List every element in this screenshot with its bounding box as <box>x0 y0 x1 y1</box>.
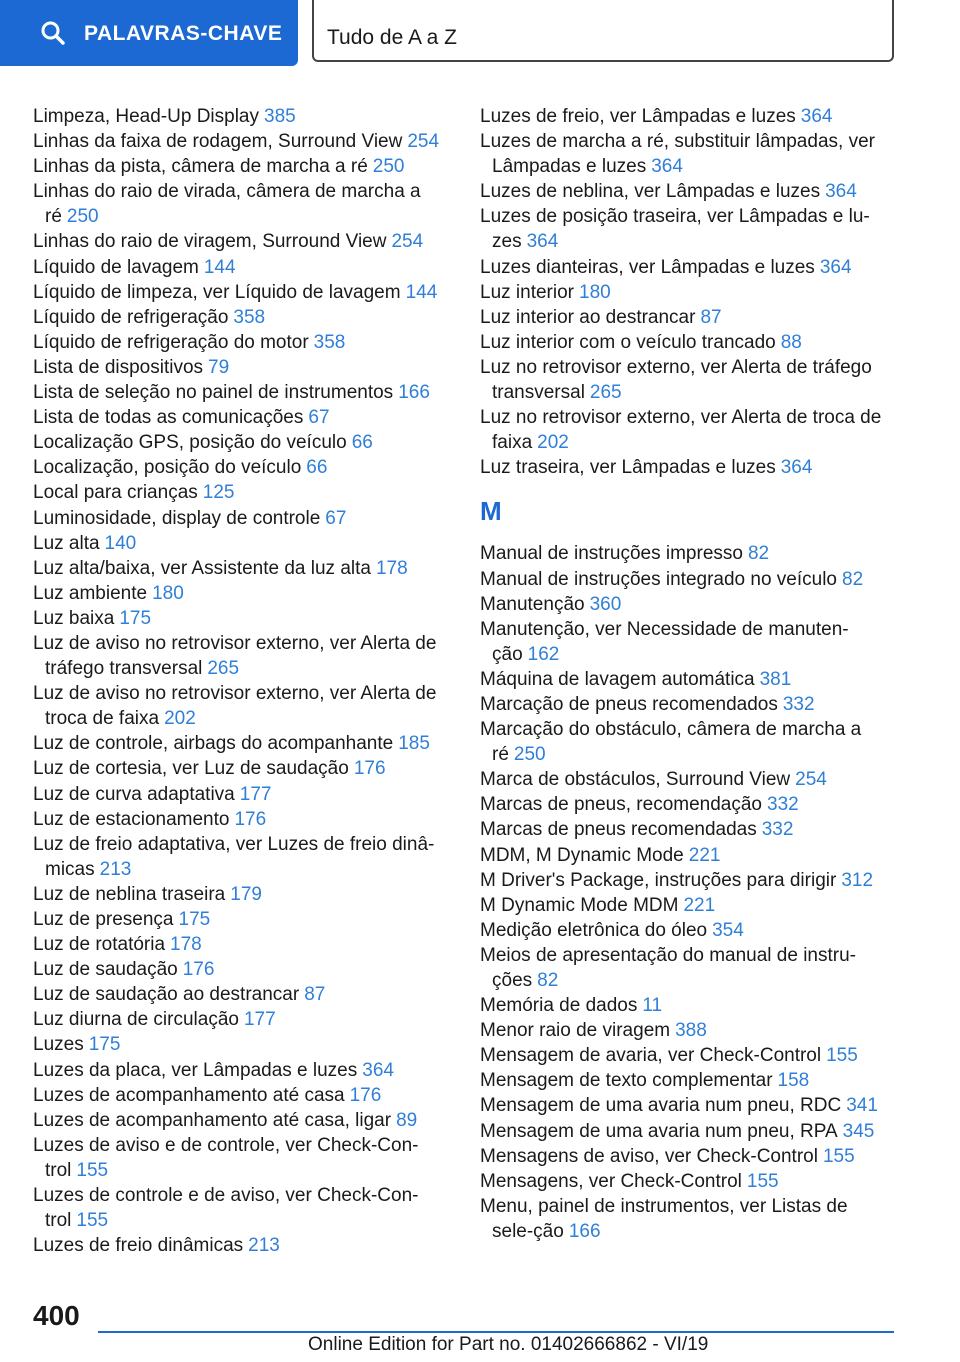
index-entry-page-link[interactable]: 345 <box>842 1120 875 1142</box>
index-entry-page-link[interactable]: 250 <box>513 744 546 766</box>
index-entry-text: Marcação do obstáculo, câmera de marcha a ré <box>480 719 862 766</box>
index-entry-text: Mensagem de uma avaria num pneu, RDC <box>480 1095 842 1117</box>
index-entry <box>33 782 443 807</box>
index-entry-text: Luzes de acompanhamento até casa <box>33 1084 345 1106</box>
index-entry-page-link[interactable]: 265 <box>207 658 240 680</box>
index-entry-text: Luz de controle, airbags do acompanhante <box>33 733 394 755</box>
search-icon <box>40 20 66 46</box>
index-entry <box>480 993 890 1018</box>
index-entry <box>33 1183 443 1233</box>
index-entry <box>33 405 443 430</box>
index-column-right <box>480 104 890 1244</box>
index-entry-text: Luz baixa <box>33 607 115 629</box>
index-entry-text: Luz de curva adaptativa <box>33 783 235 805</box>
index-entry <box>480 667 890 692</box>
index-entry <box>33 179 443 229</box>
footer-divider <box>98 1331 894 1333</box>
index-entry-text: Luzes de aviso e de controle, ver Check-Con-trol <box>33 1134 419 1181</box>
index-entry-text: Luz traseira, ver Lâmpadas e luzes <box>480 457 776 479</box>
index-entry-page-link[interactable]: 250 <box>372 156 405 178</box>
index-entry-page-link[interactable]: 155 <box>76 1159 109 1181</box>
index-entry-page-link[interactable]: 332 <box>767 794 799 816</box>
index-entry <box>33 129 443 154</box>
index-entry-page-link[interactable]: 162 <box>527 643 560 665</box>
index-entry <box>480 1194 890 1244</box>
index-entry-page-link[interactable]: 179 <box>230 883 262 905</box>
index-entry <box>33 255 443 280</box>
index-entry-page-link[interactable]: 180 <box>579 281 611 303</box>
index-entry-page-link[interactable]: 11 <box>642 995 663 1017</box>
index-entry <box>33 531 443 556</box>
index-entry-page-link[interactable]: 364 <box>526 231 559 253</box>
index-entry-page-link[interactable]: 140 <box>104 532 137 554</box>
index-entry-text: Medição eletrônica do óleo <box>480 919 708 941</box>
index-entry-page-link[interactable]: 381 <box>759 668 792 690</box>
index-entry <box>480 204 890 254</box>
index-entry <box>480 1018 890 1043</box>
index-entry <box>33 1007 443 1032</box>
index-entry-page-link[interactable]: 221 <box>683 894 716 916</box>
index-entry-text: Mensagem de texto complementar <box>480 1070 773 1092</box>
index-entry <box>33 606 443 631</box>
index-entry-page-link[interactable]: 202 <box>164 708 196 730</box>
index-entry <box>33 280 443 305</box>
index-entry <box>33 1133 443 1183</box>
index-entry-page-link[interactable]: 155 <box>826 1045 858 1067</box>
page-number: 400 <box>33 1300 80 1331</box>
index-entry-text: Luz alta/baixa, ver Assistente da luz alta <box>33 557 371 579</box>
index-entry-text: Luzes de marcha a ré, substituir lâmpadas, ver Lâmpadas e luzes <box>480 131 875 178</box>
index-entry-text: Luz de neblina traseira <box>33 883 226 905</box>
index-entry <box>33 756 443 781</box>
index-entry <box>480 717 890 767</box>
index-entry-page-link[interactable]: 254 <box>795 769 827 791</box>
index-entry-page-link[interactable]: 155 <box>746 1170 779 1192</box>
index-entry-page-link[interactable]: 213 <box>99 858 132 880</box>
index-entry-page-link[interactable]: 364 <box>825 181 857 203</box>
index-entry <box>480 104 890 129</box>
index-entry-text: Líquido de lavagem <box>33 256 199 278</box>
index-entry <box>480 541 890 566</box>
index-entry <box>480 255 890 280</box>
index-entry-text: Manutenção <box>480 593 585 615</box>
index-entry-text: Luzes <box>33 1034 84 1056</box>
index-entry-page-link[interactable]: 67 <box>308 407 330 429</box>
index-entry-page-link[interactable]: 178 <box>170 934 202 956</box>
index-entry <box>33 1083 443 1108</box>
index-entry-page-link[interactable]: 125 <box>202 482 235 504</box>
index-entry-text: Marcas de pneus, recomendação <box>480 794 762 816</box>
index-entry <box>480 129 890 179</box>
index-entry <box>33 355 443 380</box>
index-entry-page-link[interactable]: 166 <box>398 382 430 404</box>
index-entry-page-link[interactable]: 364 <box>362 1059 394 1081</box>
index-entry-page-link[interactable]: 385 <box>264 106 296 127</box>
index-entry-page-link[interactable]: 82 <box>842 568 864 590</box>
index-entry-text: Luz de cortesia, ver Luz de saudação <box>33 758 349 780</box>
index-entry <box>33 1108 443 1133</box>
index-entry-text: Luz no retrovisor externo, ver Alerta de troca de faixa <box>480 407 882 454</box>
index-entry-page-link[interactable]: 332 <box>761 819 794 841</box>
index-entry-text: Luz ambiente <box>33 582 148 604</box>
index-entry <box>33 957 443 982</box>
index-entry <box>480 868 890 893</box>
index-entry <box>33 882 443 907</box>
index-entry-text: Luz de estacionamento <box>33 808 230 830</box>
index-entry-page-link[interactable]: 254 <box>391 231 424 253</box>
index-entry-page-link[interactable]: 155 <box>822 1145 855 1167</box>
index-entry <box>480 592 890 617</box>
index-entry-text: Luz de freio adaptativa, ver Luzes de freio dinâ-micas <box>33 833 435 880</box>
index-entry-text: Luminosidade, display de controle <box>33 507 321 529</box>
index-entry-text: Luzes de controle e de aviso, ver Check-Con-trol <box>33 1185 419 1232</box>
index-entry <box>480 567 890 592</box>
index-entry-text: Luz diurna de circulação <box>33 1009 239 1031</box>
index-entry-text: Líquido de limpeza, ver Líquido de lavagem <box>33 281 401 303</box>
index-entry <box>480 179 890 204</box>
index-entry-page-link[interactable]: 177 <box>243 1009 276 1031</box>
index-entry-text: Memória de dados <box>480 995 638 1017</box>
index-entry-text: Localização GPS, posição do veículo <box>33 432 347 454</box>
index-entry-text: Líquido de refrigeração do motor <box>33 331 309 353</box>
index-entry-page-link[interactable]: 202 <box>537 432 569 454</box>
index-entry <box>480 792 890 817</box>
index-entry-page-link[interactable]: 358 <box>233 306 266 328</box>
index-entry-text: Linhas do raio de virada, câmera de marcha a ré <box>33 181 421 228</box>
index-entry-text: MDM, M Dynamic Mode <box>480 844 684 866</box>
keywords-tab[interactable] <box>0 0 298 66</box>
a-to-z-tab-label: Tudo de A a Z <box>327 26 457 49</box>
index-entry <box>33 305 443 330</box>
a-to-z-tab[interactable] <box>312 0 894 62</box>
index-entry-page-link[interactable]: 87 <box>700 306 722 328</box>
index-entry-text: Luz de saudação ao destrancar <box>33 984 300 1006</box>
index-entry-page-link[interactable]: 155 <box>76 1210 109 1232</box>
index-entry <box>33 731 443 756</box>
index-entry <box>480 1068 890 1093</box>
index-entry-text: Luzes de neblina, ver Lâmpadas e luzes <box>480 181 821 203</box>
index-entry-page-link[interactable]: 250 <box>66 206 99 228</box>
index-entry-page-link[interactable]: 79 <box>208 356 230 378</box>
index-entry-text: Luz interior com o veículo trancado <box>480 331 776 353</box>
index-entry <box>33 506 443 531</box>
keywords-tab-label: PALAVRAS-CHAVE <box>84 22 283 45</box>
index-entry <box>480 330 890 355</box>
index-entry <box>33 982 443 1007</box>
index-entry <box>480 280 890 305</box>
index-entry-text: Meios de apresentação do manual de instru-ções <box>480 944 857 991</box>
index-entry-page-link[interactable]: 176 <box>349 1084 382 1106</box>
footer-edition-text: Online Edition for Part no. 01402666862 - VI/19 <box>308 1334 709 1355</box>
index-entry <box>33 1058 443 1083</box>
index-entry-page-link[interactable]: 180 <box>152 582 184 604</box>
top-navigation <box>0 0 960 70</box>
index-entry-text: Local para crianças <box>33 482 198 504</box>
index-entry-page-link[interactable]: 254 <box>407 131 440 153</box>
index-entry <box>33 631 443 681</box>
index-entry-text: Marca de obstáculos, Surround View <box>480 769 791 791</box>
index-entry <box>480 1093 890 1118</box>
index-entry-page-link[interactable]: 178 <box>375 557 408 579</box>
index-group-l <box>480 104 890 480</box>
index-entry-text: Luz de rotatória <box>33 934 166 956</box>
index-entry-page-link[interactable]: 388 <box>675 1020 707 1042</box>
index-entry-text: Manual de instruções impresso <box>480 543 743 565</box>
index-entry-text: Mensagens, ver Check-Control <box>480 1170 742 1192</box>
index-entry-text: Máquina de lavagem automática <box>480 668 755 690</box>
index-entry-page-link[interactable]: 66 <box>351 432 373 454</box>
index-entry <box>33 907 443 932</box>
index-entry <box>480 1169 890 1194</box>
index-column-left <box>33 104 443 1258</box>
index-entry-page-link[interactable]: 213 <box>248 1235 280 1257</box>
index-entry-text: Luz interior ao destrancar <box>480 306 696 328</box>
index-entry <box>33 807 443 832</box>
index-entry-page-link[interactable]: 185 <box>398 733 430 755</box>
index-entry <box>33 229 443 254</box>
index-entry-text: Luz alta <box>33 532 100 554</box>
index-entry-text: Luzes de posição traseira, ver Lâmpadas e lu-zes <box>480 206 870 253</box>
index-entry <box>33 1233 443 1258</box>
index-entry-text: Manutenção, ver Necessidade de manuten-ção <box>480 618 849 665</box>
index-entry-page-link[interactable]: 360 <box>589 593 622 615</box>
index-entry-text: M Dynamic Mode MDM <box>480 894 679 916</box>
index-entry-text: Linhas do raio de viragem, Surround View <box>33 231 387 253</box>
index-entry <box>480 893 890 918</box>
index-entry-page-link[interactable]: 67 <box>325 507 347 529</box>
index-entry-text: M Driver's Package, instruções para dirigir <box>480 869 837 891</box>
index-entry-text: Luzes da placa, ver Lâmpadas e luzes <box>33 1059 358 1081</box>
index-entry-page-link[interactable]: 177 <box>239 783 272 805</box>
index-entry-text: Luz de presença <box>33 909 174 930</box>
index-entry <box>480 843 890 868</box>
index-entry-text: Menu, painel de instrumentos, ver Listas de sele-ção <box>480 1195 848 1242</box>
index-entry <box>480 943 890 993</box>
index-entry-page-link[interactable]: 176 <box>353 758 386 780</box>
index-entry-text: Localização, posição do veículo <box>33 457 302 479</box>
index-entry-text: Linhas da faixa de rodagem, Surround View <box>33 131 403 153</box>
index-entry-text: Líquido de refrigeração <box>33 306 229 328</box>
index-entry-page-link[interactable]: 89 <box>396 1109 418 1131</box>
index-entry <box>33 455 443 480</box>
index-entry-text: Luzes de acompanhamento até casa, ligar <box>33 1109 392 1131</box>
index-entry <box>33 832 443 882</box>
index-entry-page-link[interactable]: 364 <box>819 256 852 278</box>
index-entry-text: Lista de todas as comunicações <box>33 407 304 429</box>
index-entry-text: Mensagem de uma avaria num pneu, RPA <box>480 1120 838 1142</box>
index-entry <box>480 305 890 330</box>
index-entry-page-link[interactable]: 166 <box>568 1220 601 1242</box>
index-entry-text: Luzes de freio, ver Lâmpadas e luzes <box>480 106 796 127</box>
index-group-m <box>480 541 890 1244</box>
index-entry <box>480 455 890 480</box>
index-entry-page-link[interactable]: 221 <box>688 844 721 866</box>
index-entry <box>480 1043 890 1068</box>
section-letter-m: M <box>480 496 502 527</box>
index-entry <box>33 154 443 179</box>
index-entry-page-link[interactable]: 265 <box>589 382 622 404</box>
index-entry-text: Luzes dianteiras, ver Lâmpadas e luzes <box>480 256 815 278</box>
index-entry-page-link[interactable]: 358 <box>313 331 346 353</box>
index-entry <box>33 104 443 129</box>
index-entry <box>33 581 443 606</box>
index-entry-text: Limpeza, Head-Up Display <box>33 106 259 127</box>
index-entry <box>480 617 890 667</box>
index-entry-text: Marcas de pneus recomendadas <box>480 819 757 841</box>
index-entry-page-link[interactable]: 87 <box>304 984 326 1006</box>
index-entry-text: Marcação de pneus recomendados <box>480 693 778 715</box>
index-entry-page-link[interactable]: 354 <box>712 919 744 941</box>
index-entry <box>480 355 890 405</box>
index-entry-page-link[interactable]: 176 <box>234 808 267 830</box>
index-entry <box>480 918 890 943</box>
index-entry-text: Menor raio de viragem <box>480 1020 671 1042</box>
index-entry <box>33 1032 443 1057</box>
index-entry <box>33 556 443 581</box>
index-entry-text: Lista de dispositivos <box>33 356 204 378</box>
index-entry <box>33 681 443 731</box>
index-entry-page-link[interactable]: 144 <box>203 256 236 278</box>
index-entry <box>480 405 890 455</box>
index-entry-page-link[interactable]: 312 <box>841 869 874 891</box>
index-entry <box>480 767 890 792</box>
index-entry-text: Luzes de freio dinâmicas <box>33 1235 244 1257</box>
index-entry-page-link[interactable]: 88 <box>780 331 802 353</box>
index-entry-text: Luz de aviso no retrovisor externo, ver Alerta de tráfego transversal <box>33 632 437 680</box>
index-entry <box>480 692 890 717</box>
index-entry-text: Luz no retrovisor externo, ver Alerta de tráfego transversal <box>480 356 872 404</box>
index-entry-page-link[interactable]: 175 <box>178 909 211 930</box>
index-entry <box>33 330 443 355</box>
index-entry-page-link[interactable]: 144 <box>405 281 438 303</box>
index-entry-page-link[interactable]: 341 <box>846 1095 878 1117</box>
index-entry <box>480 1144 890 1169</box>
index-entry <box>480 1119 890 1144</box>
index-entry-text: Mensagem de avaria, ver Check-Control <box>480 1045 822 1067</box>
index-entry-text: Manual de instruções integrado no veículo <box>480 568 838 590</box>
index-entry-page-link[interactable]: 82 <box>537 970 559 991</box>
index-entry-page-link[interactable]: 364 <box>651 156 683 178</box>
index-entry-text: Mensagens de aviso, ver Check-Control <box>480 1145 818 1167</box>
index-entry-text: Luz de saudação <box>33 959 178 981</box>
index-entry-text: Luz interior <box>480 281 574 303</box>
index-entry-page-link[interactable]: 82 <box>747 543 770 565</box>
index-entry <box>480 817 890 842</box>
index-entry-text: Linhas da pista, câmera de marcha a ré <box>33 156 368 178</box>
index-entry <box>33 380 443 405</box>
index-entry <box>33 430 443 455</box>
index-entry-page-link[interactable]: 364 <box>780 457 813 479</box>
index-entry-page-link[interactable]: 66 <box>306 457 328 479</box>
index-entry-page-link[interactable]: 176 <box>182 959 215 981</box>
index-entry-text: Lista de seleção no painel de instrumentos <box>33 382 394 404</box>
index-entry <box>33 932 443 957</box>
index-entry-page-link[interactable]: 364 <box>800 106 833 127</box>
index-entry-page-link[interactable]: 175 <box>119 607 152 629</box>
index-entry-page-link[interactable]: 332 <box>782 693 815 715</box>
index-entry <box>33 480 443 505</box>
index-entry-page-link[interactable]: 158 <box>777 1070 810 1092</box>
index-entry-text: Luz de aviso no retrovisor externo, ver Alerta de troca de faixa <box>33 683 437 730</box>
index-entry-page-link[interactable]: 175 <box>88 1034 121 1056</box>
